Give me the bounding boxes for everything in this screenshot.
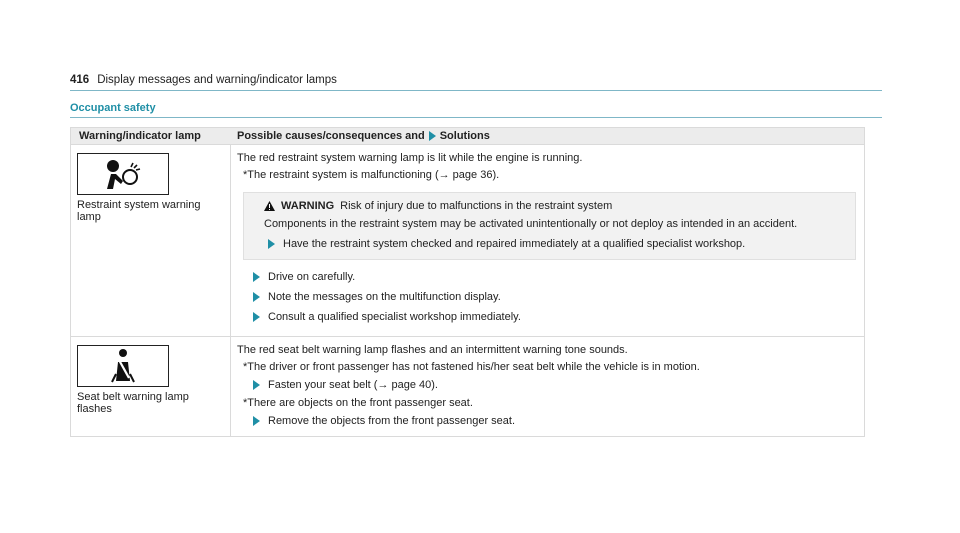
- cause-text: *The restraint system is malfunctioning (→ page 36).: [243, 169, 500, 181]
- header-divider: [70, 90, 882, 91]
- warning-triangle-icon: [264, 201, 275, 211]
- chapter-title: Display messages and warning/indicator lamps: [97, 74, 337, 86]
- arrow-right-icon: [253, 380, 260, 390]
- seat-belt-icon: [77, 345, 169, 387]
- warning-action: [268, 237, 847, 251]
- col-header-causes: [231, 130, 864, 142]
- action-text: Consult a qualified specialist workshop immediately.: [268, 311, 521, 323]
- warning-headline: [264, 199, 847, 213]
- section-divider: [70, 117, 882, 118]
- action-item: [253, 290, 856, 304]
- col-header-solutions-text: Solutions: [439, 130, 490, 142]
- causes-cell: [231, 145, 864, 336]
- table-row: [71, 144, 864, 336]
- causes-cell: [231, 337, 864, 436]
- arrow-right-icon: [253, 292, 260, 302]
- cause-text: *There are objects on the front passenger seat.: [243, 397, 473, 409]
- warning-action-text: Have the restraint system checked and repaired immediately at a qualified specialist workshop.: [283, 238, 746, 250]
- lamp-cell: [71, 145, 231, 336]
- action-item: [253, 378, 856, 392]
- lamp-label: Restraint system warning lamp: [77, 199, 201, 223]
- warning-word: WARNING: [281, 200, 335, 212]
- col-header-lamp: Warning/indicator lamp: [79, 130, 201, 142]
- table-header: [71, 128, 864, 144]
- airbag-icon: [77, 153, 169, 195]
- arrow-right-icon: [253, 272, 260, 282]
- lamp-cell: [71, 337, 231, 436]
- arrow-right-icon: [253, 312, 260, 322]
- action-item: [253, 310, 856, 324]
- cause-intro: The red restraint system warning lamp is lit while the engine is running.: [237, 152, 583, 164]
- page-number: 416: [70, 74, 90, 86]
- cause-intro: The red seat belt warning lamp flashes and an intermittent warning tone sounds.: [237, 344, 628, 356]
- table-row: [71, 336, 864, 436]
- cause-text: *The driver or front passenger has not fastened his/her seat belt while the vehicle is in motion.: [243, 361, 700, 373]
- action-text: Fasten your seat belt (→ page 40).: [268, 379, 438, 391]
- page-header: [70, 74, 337, 86]
- arrow-right-icon: [429, 131, 436, 141]
- col-header-causes-text: Possible causes/consequences and: [237, 130, 425, 142]
- warning-box: [243, 192, 856, 260]
- action-text: Note the messages on the multifunction display.: [268, 291, 501, 303]
- action-item: [253, 270, 856, 284]
- action-item: [253, 414, 856, 428]
- arrow-right-icon: [253, 416, 260, 426]
- warning-text: Components in the restraint system may be activated unintentionally or not deploy as intended in an accident.: [264, 218, 798, 230]
- lamp-table: [70, 127, 865, 437]
- section-title: Occupant safety: [70, 102, 156, 114]
- action-text: Remove the objects from the front passenger seat.: [268, 415, 516, 427]
- warning-headline-text: Risk of injury due to malfunctions in the restraint system: [340, 200, 613, 212]
- lamp-label: Seat belt warning lamp flashes: [77, 391, 189, 415]
- action-text: Drive on carefully.: [268, 271, 356, 283]
- arrow-right-icon: [268, 239, 275, 249]
